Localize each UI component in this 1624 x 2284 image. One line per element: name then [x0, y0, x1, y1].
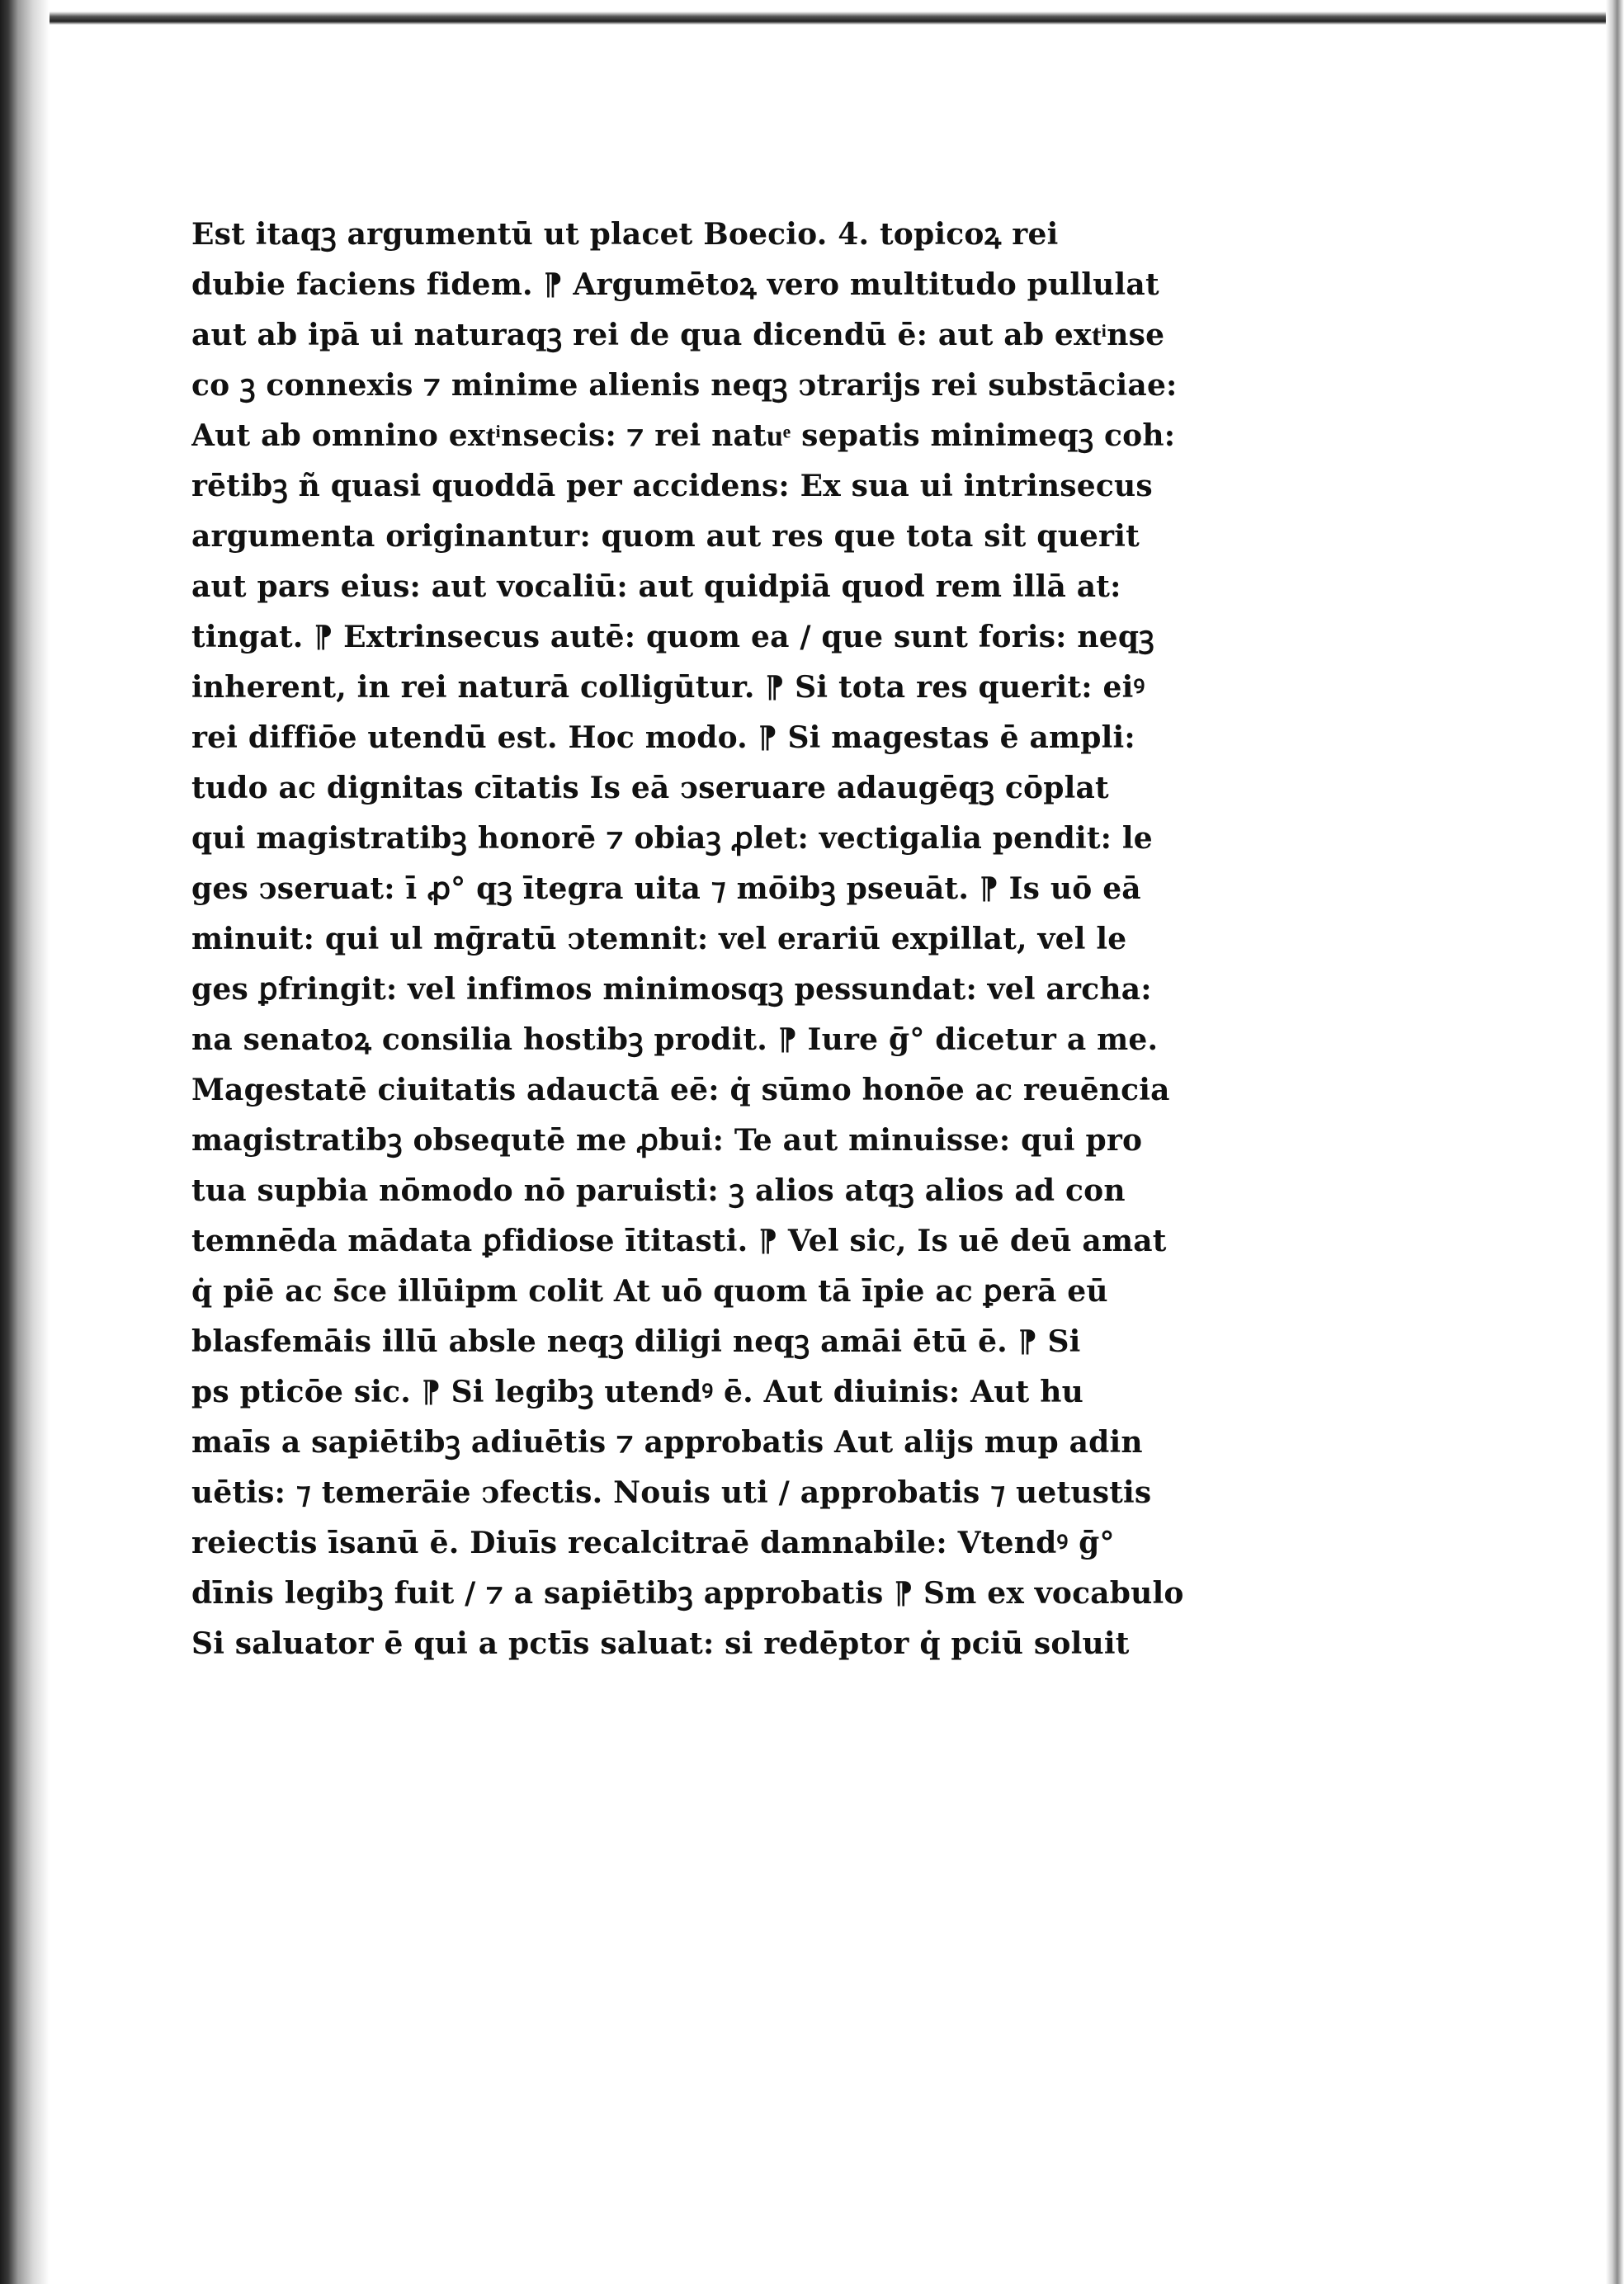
text-line: argumenta originantur: quom aut res que tota sit querit	[191, 519, 1140, 554]
text-line: ps pticōe sic. ⁋ Si legibꝫ utendꝰ ē. Aut diuinis: Aut hu	[191, 1375, 1083, 1409]
text-line: aut pars eius: aut vocaliū: aut quidpiā quod rem illā at:	[191, 569, 1121, 604]
text-line: tingat. ⁋ Extrinsecus autē: quom ea / que sunt foris: neqꝫ	[191, 620, 1154, 654]
text-line: tudo ac dignitas cītatis Is eā ↄseruare adaugēqꝫ cōplat	[191, 771, 1109, 805]
text-line: Est itaqꝫ argumentū ut placet Boecio. 4. topicoꝝ rei	[191, 217, 1059, 252]
scan-left-edge	[0, 0, 50, 2284]
text-line: blasfemāis illū absle neqꝫ diligi neqꝫ amāi ētū ē. ⁋ Si	[191, 1324, 1081, 1359]
text-line: Aut ab omnino extͥnsecis: ⁊ rei natuͤ sepatis minimeqꝫ coh:	[191, 418, 1176, 453]
text-line: temnēda mādata ꝑfidiose ītitasti. ⁋ Vel sic, Is uē deū amat	[191, 1224, 1167, 1258]
text-line: na senatoꝝ consilia hostibꝫ prodit. ⁋ Iure ḡ° dicetur a me.	[191, 1022, 1159, 1057]
text-line: minuit: qui ul mḡratū ↄtemnit: vel erariū expillat, vel le	[191, 922, 1127, 956]
scan-right-edge	[1606, 0, 1624, 2284]
text-line: aut ab ipā ui naturaqꝫ rei de qua dicendū ē: aut ab extͥnse	[191, 318, 1165, 352]
text-line: ges ꝑfringit: vel infimos minimosqꝫ pessundat: vel archa:	[191, 972, 1152, 1007]
text-line: Si saluator ē qui a pctīs saluat: si redēptor q̇ pciū soluit	[191, 1626, 1130, 1661]
text-line: qui magistratibꝫ honorē ⁊ obiaꝫ ꝓlet: vectigalia pendit: le	[191, 821, 1153, 856]
text-line: q̇ piē ac s̄ce illūipm colit At uō quom tā īpie ac ꝑerā eū	[191, 1274, 1108, 1309]
text-line: inherent, in rei naturā colligūtur. ⁋ Si tota res querit: eiꝰ	[191, 670, 1145, 705]
text-line: dīnis legibꝫ fuit / ⁊ a sapiētibꝫ approbatis ⁋ Sm ex vocabulo	[191, 1576, 1184, 1611]
text-block	[191, 210, 1206, 1669]
text-line: rētibꝫ ñ quasi quoddā per accidens: Ex sua ui intrinsecus	[191, 469, 1153, 503]
text-line: co ꝫ connexis ⁊ minime alienis neqꝫ ↄtrarijs rei substāciae:	[191, 368, 1178, 403]
text-line: ges ↄseruat: ī ꝓ° qꝫ ītegra uita ⁊ mōibꝫ pseuāt. ⁋ Is uō eā	[191, 871, 1141, 906]
text-line: rei diffiōe utendū est. Hoc modo. ⁋ Si magestas ē ampli:	[191, 720, 1135, 755]
text-line: tua supbia nōmodo nō paruisti: ꝫ alios atqꝫ alios ad con	[191, 1173, 1126, 1208]
text-line: magistratibꝫ obsequtē me ꝓbui: Te aut minuisse: qui pro	[191, 1123, 1143, 1158]
text-line: reiectis īsanū ē. Diuīs recalcitraē damnabile: Vtendꝰ ḡ°	[191, 1526, 1115, 1560]
scan-top-edge	[50, 0, 1624, 25]
text-line: Magestatē ciuitatis adauctā eē: q̇ sūmo honōe ac reuēncia	[191, 1073, 1170, 1107]
text-line: dubie faciens fidem. ⁋ Argumētoꝝ vero multitudo pullulat	[191, 267, 1159, 302]
text-line: maīs a sapiētibꝫ adiuētis ⁊ approbatis Aut alijs mup adin	[191, 1425, 1143, 1460]
text-line: uētis: ⁊ temerāie ↄfectis. Nouis uti / approbatis ⁊ uetustis	[191, 1475, 1152, 1510]
